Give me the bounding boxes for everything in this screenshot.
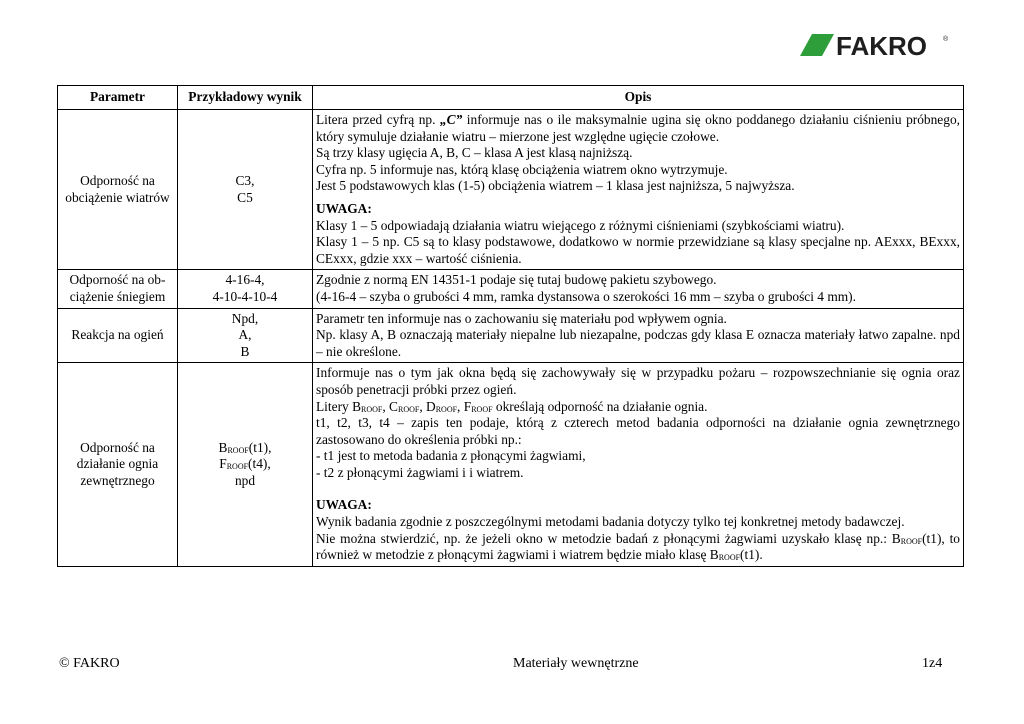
fakro-logo: [799, 30, 951, 60]
description-line: Parametr ten informuje nas o zachowaniu się materiału pod wpływem ognia.: [316, 310, 727, 326]
note-line: Wynik badania zgodnie z poszczególnymi metodami badania dotyczy tylko tej konkretnej metody badawczej.: [316, 514, 905, 530]
result-line: A,: [238, 327, 252, 343]
logo-text: FAKRO: [836, 31, 927, 60]
description-line: Jest 5 podstawowych klas (1-5) obciążenia wiatrem – 1 klasa jest najniższa, 5 najwyższa.: [316, 178, 795, 194]
description-cell: [313, 363, 964, 567]
param-cell: Odporność na działanie ognia zewnętrznego: [58, 363, 178, 567]
footer-title: Materiały wewnętrzne: [513, 656, 639, 671]
table-row: [58, 270, 964, 308]
description-line: Cyfra np. 5 informuje nas, którą klasę obciążenia wiatrem okno wytrzymuje.: [316, 161, 728, 177]
note-line: Klasy 1 – 5 np. C5 są to klasy podstawowe, dodatkowo w normie przewidziane są klasy specjalne np. AExxx, BExxx, CExxx, gdzie xxx – wartość ciśnienia.: [316, 234, 960, 266]
header-parametr: Parametr: [58, 86, 178, 110]
description-line: Zgodnie z normą EN 14351-1 podaje się tutaj budowę pakietu szybowego.: [316, 272, 717, 288]
footer-page-number: 1z4: [922, 656, 943, 671]
bold-class-letter: „C”: [439, 112, 463, 127]
note-line: Nie można stwierdzić, np. że jeżeli okno w metodzie badań z płonącymi żagwiami uzyskało klasę np.: $B_{ROOF}(t1)$, to również w metodzie z płonącymi żagwiami i wiatrem będzie miało klasę $B_{ROOF}(t1)$.: [316, 530, 960, 563]
description-line: (4-16-4 – szyba o grubości 4 mm, ramka dystansowa o szerokości 16 mm – szyba o grubości 4 mm).: [316, 288, 856, 304]
description-cell: [313, 308, 964, 363]
result-cell: [178, 110, 313, 270]
result-line: npd: [234, 472, 256, 488]
note-line: Klasy 1 – 5 odpowiadają działania wiatru wiejącego z różnymi ciśnieniami (szybkościami wiatru).: [316, 217, 845, 233]
note-heading: UWAGA:: [316, 497, 372, 513]
table-row: [58, 110, 964, 270]
result-cell: [178, 270, 313, 308]
result-line: Npd,: [231, 310, 259, 326]
header-przykladowy-wynik: Przykładowy wynik: [178, 86, 313, 110]
result-line: C5: [237, 189, 253, 205]
result-cell: [178, 363, 313, 567]
description-line: Np. klasy A, B oznaczają materiały niepalne lub niezapalne, podczas gdy klasa E oznacza materiały łatwo zapalne. npd – nie określone.: [316, 327, 960, 359]
table-row: [58, 308, 964, 363]
result-line: 4-16-4,: [225, 272, 265, 288]
description-line: Są trzy klasy ugięcia A, B, C – klasa A jest klasą najniższą.: [316, 145, 633, 161]
result-line: $B_{ROOF}(t1)$,: [218, 439, 272, 455]
result-line: B: [240, 343, 250, 359]
description-line: - t2 z płonącymi żagwiami i i wiatrem.: [316, 464, 524, 480]
table-header-row: [58, 86, 964, 110]
description-cell: [313, 110, 964, 270]
parameters-table: [57, 85, 964, 567]
table-row: [58, 363, 964, 567]
result-line: 4-10-4-10-4: [212, 288, 278, 304]
result-line: C3,: [235, 173, 255, 189]
note-heading: UWAGA:: [316, 200, 372, 216]
header-opis: Opis: [313, 86, 964, 110]
footer-copyright: © FAKRO: [59, 656, 120, 671]
result-line: $F_{ROOF}(t4)$,: [219, 456, 271, 472]
param-cell: Reakcja na ogień: [58, 308, 178, 363]
description-line: Litera przed cyfrą np. „C” informuje nas o ile maksymalnie ugina się okno poddanego działaniu ciśnieniu próbnego, który symuluje działanie wiatru – mierzone jest względne ugięcie czołowe.: [316, 112, 960, 144]
description-line: Litery $B_{ROOF}$, $C_{ROOF}$, $D_{ROOF}$, $F_{ROOF}$ określają odporność na działanie ognia.: [316, 398, 708, 414]
result-cell: [178, 308, 313, 363]
description-cell: [313, 270, 964, 308]
param-cell: Odporność na ob- ciążenie śniegiem: [58, 270, 178, 308]
description-line: Informuje nas o tym jak okna będą się zachowywały się w przypadku pożaru – rozpowszechnianie się ognia oraz sposób penetracji próbki przez ogień.: [316, 365, 960, 397]
logo-mark-shape: [800, 34, 834, 56]
param-cell: Odporność na obciążenie wiatrów: [58, 110, 178, 270]
description-line: - t1 jest to metoda badania z płonącymi żagwiami,: [316, 448, 586, 464]
description-line: t1, t2, t3, t4 – zapis ten podaje, którą z czterech metod badania odporności na działanie ognia zewnętrznego zastosowano do określenia próbki np.:: [316, 415, 960, 447]
logo-registered-mark: ®: [943, 36, 949, 43]
